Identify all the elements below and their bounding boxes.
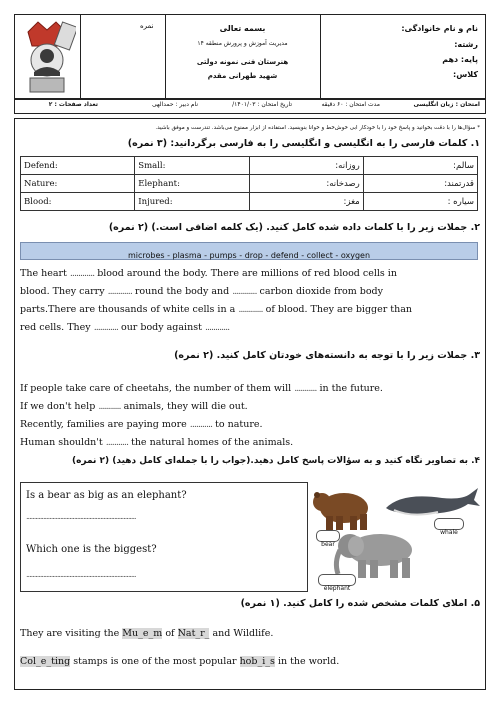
bear-label: bear bbox=[321, 541, 335, 548]
q3-sentence-4: Human shouldn't ........... the natural homes of the animals. bbox=[20, 437, 294, 448]
teacher-name: نام دبیر : حمدالهی bbox=[151, 101, 198, 108]
q1-cell[interactable]: سالم: bbox=[363, 157, 477, 175]
name-label: نام و نام خانوادگی: bbox=[401, 24, 478, 33]
q2-blank-4[interactable]: ............ bbox=[238, 304, 263, 315]
bismillah: بسمه تعالی bbox=[219, 24, 266, 33]
word-bank bbox=[20, 242, 478, 260]
q2-title: ۲. جملات زیر را با کلمات داده شده کامل کنید. (یک کلمه اضافی است.) (۲ نمره) bbox=[108, 222, 480, 233]
q1-cell[interactable]: مغز: bbox=[249, 193, 363, 211]
q3-blank-4[interactable]: ........... bbox=[105, 437, 128, 448]
q2-blank-5[interactable]: ............ bbox=[93, 322, 118, 333]
q1-row bbox=[21, 157, 478, 175]
exam-subject: امتحان : زبان انگلیسی bbox=[413, 101, 480, 108]
q1-cell[interactable]: قدرتمند: bbox=[363, 175, 477, 193]
exam-duration: مدت امتحان : ۶۰ دقیقه bbox=[321, 101, 380, 108]
q3-title: ۳. جملات زیر را با توجه به دانسته‌های خودتان کامل کنید. (۲ نمره) bbox=[174, 350, 480, 361]
q4-answer-2[interactable]: ....................................................................... bbox=[26, 570, 136, 579]
q3-blank-3[interactable]: ........... bbox=[189, 419, 213, 430]
q2-line-2: blood. They carry ............ round the body and ............ carbon dioxide from body bbox=[20, 286, 383, 297]
q1-cell[interactable]: رصدخانه: bbox=[249, 175, 363, 193]
elephant-label: elephant bbox=[323, 585, 351, 592]
q5-word-nature[interactable]: Nat_r_ bbox=[177, 628, 210, 639]
q2-blank-6[interactable]: ............ bbox=[204, 322, 230, 333]
q4-answer-1[interactable]: ....................................................................... bbox=[26, 512, 136, 521]
q5-sentence-2: Col_e_ting stamps is one of the most popular hob_i_s in the world. bbox=[20, 656, 340, 667]
q4-question-2: Which one is the biggest? bbox=[26, 544, 157, 555]
q1-cell[interactable]: Small: bbox=[135, 157, 249, 175]
q1-row bbox=[21, 175, 478, 193]
score-label: نمره bbox=[140, 22, 154, 30]
header-divider-right bbox=[320, 14, 321, 98]
q2-blank-1[interactable]: ............ bbox=[69, 268, 95, 279]
q1-cell[interactable]: Nature: bbox=[21, 175, 135, 193]
q1-row bbox=[21, 193, 478, 211]
q5-sentence-1: They are visiting the Mu_e_m of Nat_r_ and Wildlife. bbox=[20, 628, 274, 639]
q3-sentence-2: If we don't help ........... animals, they will die out. bbox=[20, 401, 248, 412]
q4-title: ۴. به تصاویر نگاه کنید و به سؤالات پاسخ کامل دهید.(جواب را با جمله‌ای کامل دهید) (۲ نمره) bbox=[71, 456, 480, 466]
elephant-label-box bbox=[318, 574, 356, 592]
q1-table bbox=[20, 156, 478, 211]
q2-blank-2[interactable]: ............ bbox=[107, 286, 132, 297]
q1-cell[interactable]: Defend: bbox=[21, 157, 135, 175]
q2-line-4: red cells. They ............ our body against ............ bbox=[20, 322, 230, 333]
word-bank-text: microbes - plasma - pumps - drop - defend - collect - oxygen bbox=[127, 251, 371, 260]
school-line-1: هنرستان فنی نمونه دولتی bbox=[196, 58, 289, 66]
whale-label-box bbox=[434, 518, 464, 536]
instruction-text: * سؤال‌ها را با دقت بخوانید و پاسخ خود را با خودکار آبی خوش‌خط و خوانا بنویسید. استفاده از ابزار ممنوع می‌باشد. تندرست و موفق باشید. bbox=[155, 125, 480, 131]
q2-line-3: parts.There are thousands of white cells in a ............ of blood. They are bigger than bbox=[20, 304, 413, 315]
page-count: تعداد صفحات : ۲ bbox=[48, 101, 98, 108]
grade-label: پایه: دهم bbox=[442, 55, 478, 64]
q1-cell[interactable]: Elephant: bbox=[135, 175, 249, 193]
q1-cell[interactable]: روزانه: bbox=[249, 157, 363, 175]
q1-cell[interactable]: Blood: bbox=[21, 193, 135, 211]
q2-line-1: The heart ............ blood around the body. There are millions of red blood cells in bbox=[20, 268, 397, 279]
q5-title: ۵. املای کلمات مشخص شده را کامل کنید. (۱ نمره) bbox=[240, 598, 480, 609]
q1-title: ۱. کلمات فارسی را به انگلیسی و انگلیسی را به فارسی برگردانید: (۳ نمره) bbox=[127, 138, 480, 149]
q1-cell[interactable]: سیاره : bbox=[363, 193, 477, 211]
q2-blank-3[interactable]: ............ bbox=[232, 286, 257, 297]
q5-word-museum[interactable]: Mu_e_m bbox=[122, 628, 163, 639]
school-logo-icon bbox=[18, 18, 76, 96]
q3-sentence-1: If people take care of cheetahs, the number of them will ........... in the future. bbox=[20, 383, 383, 394]
q4-question-1: Is a bear as big as an elephant? bbox=[26, 490, 187, 501]
q5-word-collecting[interactable]: Col_e_ting bbox=[20, 656, 71, 667]
field-label: رشته: bbox=[454, 40, 478, 49]
q3-blank-1[interactable]: ........... bbox=[294, 383, 317, 394]
q5-word-hobbies[interactable]: hob_i_s bbox=[239, 656, 275, 667]
q1-cell[interactable]: Injured: bbox=[135, 193, 249, 211]
q3-sentence-3: Recently, families are paying more ........... to nature. bbox=[20, 419, 263, 430]
school-line-2: شهید طهرانی مقدم bbox=[207, 72, 278, 80]
exam-date: تاریخ امتحان : ۱۴۰۱/۰۳/ bbox=[232, 101, 292, 108]
org-line: مدیریت آموزش و پرورش منطقه ۱۴ bbox=[197, 40, 288, 47]
whale-label: whale bbox=[440, 529, 458, 536]
whale-image bbox=[382, 484, 482, 524]
class-label: کلاس: bbox=[453, 70, 478, 79]
q3-blank-2[interactable]: ........... bbox=[98, 401, 121, 412]
